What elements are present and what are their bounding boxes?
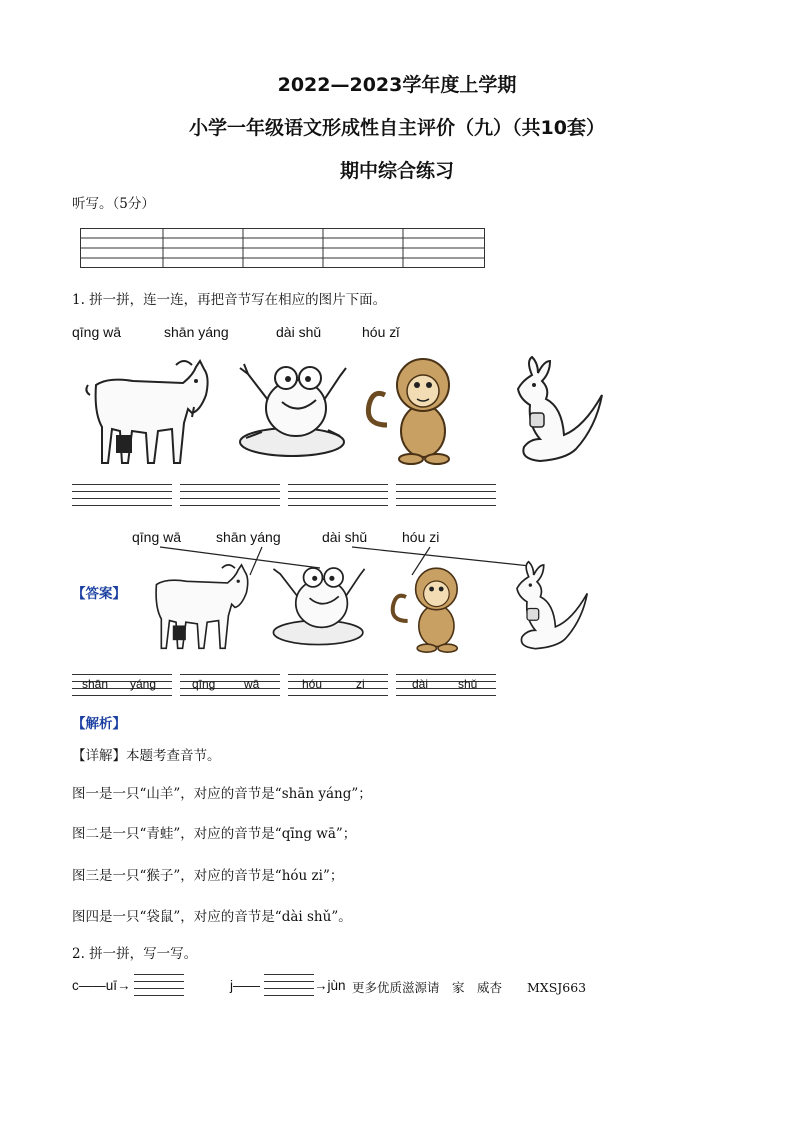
dictation-grid[interactable] (80, 228, 485, 268)
watermark-text: 更多优质滋源请 家 威杏 MXSJ663 (352, 980, 587, 995)
title-sub: 期中综合练习 (339, 160, 454, 182)
analysis-line-4: 图四是一只“袋鼠”，对应的音节是“dài shǔ”。 (72, 909, 352, 925)
write-box-1[interactable] (72, 484, 172, 506)
frog-icon (232, 360, 347, 464)
title-main: 小学一年级语文形成性自主评价（九）（共10套） (189, 117, 605, 139)
goat-icon (88, 355, 213, 469)
answer-pinyin-1: qīng wā (132, 529, 182, 545)
monkey-icon (390, 565, 470, 657)
monkey-icon (365, 355, 465, 469)
answer-box-1 (72, 674, 172, 696)
answer-box-4 (396, 674, 496, 696)
answer-box-2 (180, 674, 280, 696)
answer-box-1-b: yáng (130, 677, 157, 691)
q1-pinyin-4: hóu zǐ (362, 324, 400, 340)
q2-write-box-2[interactable] (264, 974, 314, 996)
analysis-detail-text: 本题考查音节。 (126, 748, 221, 764)
analysis-detail (72, 744, 221, 764)
analysis-detail-tag: 【详解】 (72, 748, 126, 764)
goat-icon (146, 560, 256, 654)
analysis-tag: 【解析】 (72, 716, 126, 732)
q1-prompt: 1. 拼一拼，连一连，再把音节写在相应的图片下面。 (72, 292, 387, 308)
answer-box-3 (288, 674, 388, 696)
answer-box-2-a: qīng (192, 677, 216, 691)
answer-box-2-b: wā (244, 677, 260, 691)
kangaroo-icon (510, 560, 590, 656)
q1-pinyin-3: dài shǔ (276, 324, 322, 340)
answer-box-1-a: shān (82, 677, 109, 691)
write-box-3[interactable] (288, 484, 388, 506)
answer-pinyin-2: shān yáng (216, 529, 281, 545)
write-box-2[interactable] (180, 484, 280, 506)
answer-pinyin-4: hóu zi (402, 529, 440, 545)
answer-box-3-a: hóu (302, 677, 323, 691)
title-year: 2022—2023学年度上学期 (277, 74, 517, 96)
q2-part2-end: →jùn (314, 978, 346, 993)
answer-box-4-b: shǔ (458, 677, 478, 691)
q1-pinyin-1: qīng wā (72, 324, 122, 340)
write-box-4[interactable] (396, 484, 496, 506)
analysis-line-1: 图一是一只“山羊”，对应的音节是“shān yáng”； (72, 786, 372, 802)
frog-icon (266, 562, 366, 652)
analysis-line-2: 图二是一只“青蛙”，对应的音节是“qīng wā”； (72, 826, 357, 842)
answer-pinyin-3: dài shǔ (322, 529, 368, 545)
q1-pinyin-2: shān yáng (164, 324, 229, 340)
answer-box-3-b: zi (356, 677, 365, 691)
q2-part1-start: c——uī→ (72, 978, 131, 993)
q2-write-box-1[interactable] (134, 974, 184, 996)
dictation-label: 听写。（5分） (72, 196, 155, 212)
q2-part2-start: j—— (230, 978, 260, 993)
answer-box-4-a: dài (412, 677, 429, 691)
kangaroo-icon (510, 355, 605, 469)
q2-prompt: 2. 拼一拼，写一写。 (72, 946, 198, 962)
analysis-line-3: 图三是一只“猴子”，对应的音节是“hóu zi”； (72, 868, 344, 884)
answer-tag: 【答案】 (72, 586, 126, 602)
